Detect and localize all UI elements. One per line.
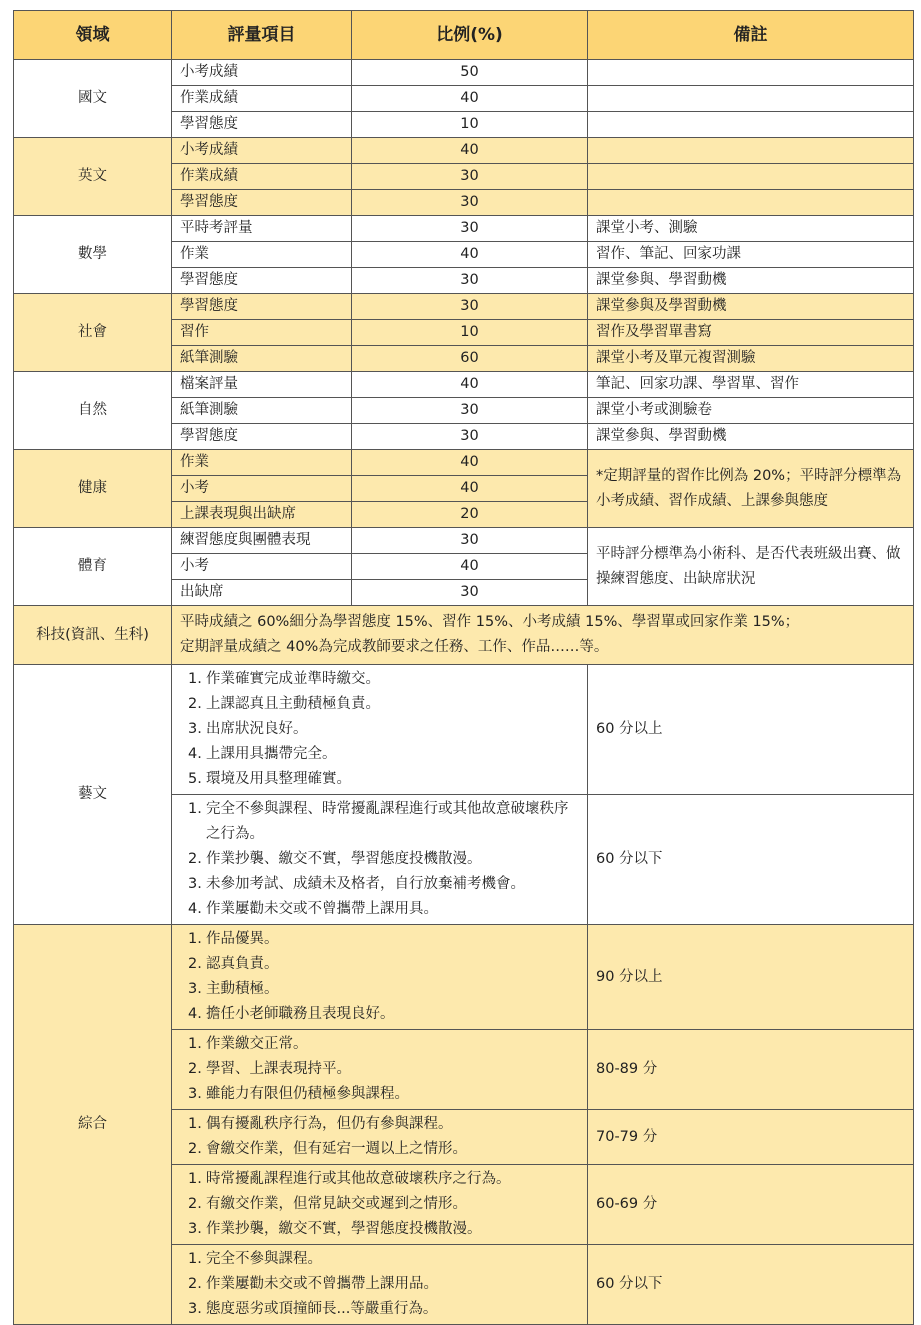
ratio-value: 30 <box>352 268 588 294</box>
assessment-item: 作業 <box>172 242 352 268</box>
remark-cell: 課堂小考或測驗卷 <box>588 398 914 424</box>
remark-cell <box>588 112 914 138</box>
ratio-value: 30 <box>352 294 588 320</box>
ratio-value: 10 <box>352 320 588 346</box>
criteria-list <box>172 1030 588 1110</box>
criteria-item <box>180 1032 579 1057</box>
criteria-item <box>180 1167 579 1192</box>
criteria-number: 1. <box>188 801 202 817</box>
criteria-text: 出席狀況良好。 <box>206 721 308 737</box>
arts-block-row <box>14 665 914 795</box>
criteria-text: 作業確實完成並準時繳交。 <box>206 671 380 687</box>
assessment-item: 上課表現與出缺席 <box>172 502 352 528</box>
ratio-value: 30 <box>352 216 588 242</box>
assessment-item: 學習態度 <box>172 268 352 294</box>
subject-row <box>14 372 914 398</box>
assessment-item: 小考 <box>172 554 352 580</box>
assessment-item: 作業成績 <box>172 86 352 112</box>
subject-name: 健康 <box>14 450 172 528</box>
assessment-item: 作業成績 <box>172 164 352 190</box>
ratio-value: 30 <box>352 398 588 424</box>
criteria-text: 作業抄襲、繳交不實，學習態度投機散漫。 <box>206 851 482 867</box>
criteria-text: 主動積極。 <box>206 981 279 997</box>
criteria-item <box>180 1057 579 1082</box>
assessment-item: 學習態度 <box>172 424 352 450</box>
subject-name: 英文 <box>14 138 172 216</box>
assessment-item: 學習態度 <box>172 294 352 320</box>
score-range: 70-79 分 <box>588 1110 914 1165</box>
assessment-item: 小考 <box>172 476 352 502</box>
ratio-value: 30 <box>352 424 588 450</box>
criteria-text: 上課認真且主動積極負責。 <box>206 696 380 712</box>
criteria-item <box>180 742 579 767</box>
subject-name: 數學 <box>14 216 172 294</box>
criteria-text: 作業屢勸未交或不曾攜帶上課用品。 <box>206 1276 438 1292</box>
criteria-item <box>180 1112 579 1137</box>
subject-name: 藝文 <box>14 665 172 925</box>
subject-row <box>14 138 914 164</box>
remark-cell <box>588 164 914 190</box>
criteria-list <box>172 665 588 795</box>
criteria-text: 會繳交作業，但有延宕一週以上之情形。 <box>206 1141 467 1157</box>
criteria-number: 2. <box>188 851 202 867</box>
criteria-list <box>172 795 588 925</box>
ratio-value: 30 <box>352 164 588 190</box>
score-range: 90 分以上 <box>588 925 914 1030</box>
subject-row <box>14 216 914 242</box>
criteria-ol <box>180 1247 579 1322</box>
criteria-text: 完全不參與課程、時常擾亂課程進行或其他故意破壞秩序之行為。 <box>206 801 569 842</box>
criteria-number: 3. <box>188 1301 202 1317</box>
criteria-number: 2. <box>188 696 202 712</box>
ratio-value: 40 <box>352 450 588 476</box>
criteria-number: 1. <box>188 1171 202 1187</box>
tech-row <box>14 606 914 665</box>
ratio-value: 40 <box>352 138 588 164</box>
criteria-number: 3. <box>188 981 202 997</box>
ratio-value: 30 <box>352 580 588 606</box>
criteria-text: 擔任小老師職務且表現良好。 <box>206 1006 395 1022</box>
criteria-item <box>180 1217 579 1242</box>
criteria-text: 作業屢勸未交或不曾攜帶上課用具。 <box>206 901 438 917</box>
ratio-value: 40 <box>352 372 588 398</box>
criteria-number: 1. <box>188 1251 202 1267</box>
criteria-number: 2. <box>188 1276 202 1292</box>
assessment-item: 檔案評量 <box>172 372 352 398</box>
assessment-item: 紙筆測驗 <box>172 398 352 424</box>
criteria-item <box>180 1002 579 1027</box>
assessment-item: 學習態度 <box>172 190 352 216</box>
header-domain: 領域 <box>14 11 172 60</box>
subject-name: 國文 <box>14 60 172 138</box>
criteria-number: 1. <box>188 931 202 947</box>
remark-cell: 課堂參與、學習動機 <box>588 424 914 450</box>
criteria-item <box>180 667 579 692</box>
criteria-ol <box>180 1112 579 1162</box>
assessment-item: 作業 <box>172 450 352 476</box>
subject-name: 綜合 <box>14 925 172 1325</box>
criteria-item <box>180 1272 579 1297</box>
criteria-number: 2. <box>188 956 202 972</box>
subject-name: 科技(資訊、生科) <box>14 606 172 665</box>
criteria-item <box>180 847 579 872</box>
ratio-value: 60 <box>352 346 588 372</box>
subject-row <box>14 294 914 320</box>
remark-cell <box>588 60 914 86</box>
score-range: 60 分以上 <box>588 665 914 795</box>
header-item: 評量項目 <box>172 11 352 60</box>
ratio-value: 10 <box>352 112 588 138</box>
criteria-item <box>180 797 579 847</box>
criteria-ol <box>180 1032 579 1107</box>
criteria-text: 認真負責。 <box>206 956 279 972</box>
criteria-item <box>180 767 579 792</box>
criteria-list <box>172 925 588 1030</box>
criteria-number: 3. <box>188 876 202 892</box>
subject-row <box>14 528 914 554</box>
criteria-number: 5. <box>188 771 202 787</box>
header-row <box>14 11 914 60</box>
criteria-item <box>180 977 579 1002</box>
criteria-number: 1. <box>188 1116 202 1132</box>
criteria-number: 3. <box>188 1221 202 1237</box>
criteria-text: 雖能力有限但仍積極參與課程。 <box>206 1086 409 1102</box>
ratio-value: 30 <box>352 528 588 554</box>
criteria-item <box>180 692 579 717</box>
criteria-item <box>180 927 579 952</box>
ratio-value: 20 <box>352 502 588 528</box>
ratio-value: 40 <box>352 476 588 502</box>
tech-line: 平時成績之 60%細分為學習態度 15%、習作 15%、小考成績 15%、學習單或回家作業 15%； <box>180 614 800 630</box>
criteria-item <box>180 1137 579 1162</box>
subject-row <box>14 60 914 86</box>
criteria-number: 2. <box>188 1061 202 1077</box>
remark-cell: 習作、筆記、回家功課 <box>588 242 914 268</box>
criteria-item <box>180 1192 579 1217</box>
criteria-text: 態度惡劣或頂撞師長...等嚴重行為。 <box>206 1301 438 1317</box>
criteria-number: 1. <box>188 1036 202 1052</box>
subject-name: 自然 <box>14 372 172 450</box>
criteria-text: 上課用具攜帶完全。 <box>206 746 337 762</box>
criteria-text: 學習、上課表現持平。 <box>206 1061 351 1077</box>
general-block-row <box>14 925 914 1030</box>
header-note: 備註 <box>588 11 914 60</box>
criteria-number: 4. <box>188 1006 202 1022</box>
ratio-value: 40 <box>352 242 588 268</box>
ratio-value: 30 <box>352 190 588 216</box>
remark-cell: 筆記、回家功課、學習單、習作 <box>588 372 914 398</box>
grading-table <box>13 10 914 1325</box>
criteria-text: 作品優異。 <box>206 931 279 947</box>
ratio-value: 40 <box>352 86 588 112</box>
criteria-text: 未參加考試、成績未及格者，自行放棄補考機會。 <box>206 876 525 892</box>
criteria-number: 1. <box>188 671 202 687</box>
criteria-text: 偶有擾亂秩序行為，但仍有參與課程。 <box>206 1116 453 1132</box>
criteria-item <box>180 717 579 742</box>
header-ratio: 比例(%) <box>352 11 588 60</box>
assessment-item: 學習態度 <box>172 112 352 138</box>
remark-cell: *定期評量的習作比例為 20%；平時評分標準為小考成績、習作成績、上課參與態度 <box>588 450 914 528</box>
criteria-number: 4. <box>188 746 202 762</box>
assessment-item: 平時考評量 <box>172 216 352 242</box>
criteria-item <box>180 897 579 922</box>
criteria-item <box>180 872 579 897</box>
criteria-list <box>172 1110 588 1165</box>
remark-cell: 課堂小考、測驗 <box>588 216 914 242</box>
criteria-item <box>180 1082 579 1107</box>
ratio-value: 40 <box>352 554 588 580</box>
subject-row <box>14 450 914 476</box>
criteria-text: 作業抄襲，繳交不實，學習態度投機散漫。 <box>206 1221 482 1237</box>
criteria-ol <box>180 667 579 792</box>
criteria-item <box>180 1247 579 1272</box>
assessment-item: 出缺席 <box>172 580 352 606</box>
criteria-number: 2. <box>188 1141 202 1157</box>
remark-cell <box>588 86 914 112</box>
criteria-text: 時常擾亂課程進行或其他故意破壞秩序之行為。 <box>206 1171 511 1187</box>
criteria-text: 完全不參與課程。 <box>206 1251 322 1267</box>
criteria-ol <box>180 797 579 922</box>
criteria-list <box>172 1245 588 1325</box>
criteria-number: 3. <box>188 1086 202 1102</box>
remark-cell <box>588 138 914 164</box>
criteria-list <box>172 1165 588 1245</box>
remark-cell: 課堂小考及單元複習測驗 <box>588 346 914 372</box>
assessment-item: 紙筆測驗 <box>172 346 352 372</box>
score-range: 60-69 分 <box>588 1165 914 1245</box>
criteria-item <box>180 952 579 977</box>
criteria-ol <box>180 1167 579 1242</box>
assessment-item: 小考成績 <box>172 60 352 86</box>
criteria-number: 4. <box>188 901 202 917</box>
criteria-text: 作業繳交正常。 <box>206 1036 308 1052</box>
score-range: 60 分以下 <box>588 1245 914 1325</box>
criteria-text: 環境及用具整理確實。 <box>206 771 351 787</box>
remark-cell: 平時評分標準為小術科、是否代表班級出賽、做操練習態度、出缺席狀況 <box>588 528 914 606</box>
criteria-ol <box>180 927 579 1027</box>
score-range: 80-89 分 <box>588 1030 914 1110</box>
subject-name: 體育 <box>14 528 172 606</box>
score-range: 60 分以下 <box>588 795 914 925</box>
criteria-number: 3. <box>188 721 202 737</box>
remark-cell: 課堂參與、學習動機 <box>588 268 914 294</box>
tech-line: 定期評量成績之 40%為完成教師要求之任務、工作、作品……等。 <box>180 639 609 655</box>
assessment-item: 小考成績 <box>172 138 352 164</box>
ratio-value: 50 <box>352 60 588 86</box>
tech-description <box>172 606 914 665</box>
assessment-item: 習作 <box>172 320 352 346</box>
criteria-number: 2. <box>188 1196 202 1212</box>
assessment-item: 練習態度與團體表現 <box>172 528 352 554</box>
subject-name: 社會 <box>14 294 172 372</box>
remark-cell: 習作及學習單書寫 <box>588 320 914 346</box>
remark-cell <box>588 190 914 216</box>
criteria-text: 有繳交作業，但常見缺交或遲到之情形。 <box>206 1196 467 1212</box>
criteria-item <box>180 1297 579 1322</box>
remark-cell: 課堂參與及學習動機 <box>588 294 914 320</box>
